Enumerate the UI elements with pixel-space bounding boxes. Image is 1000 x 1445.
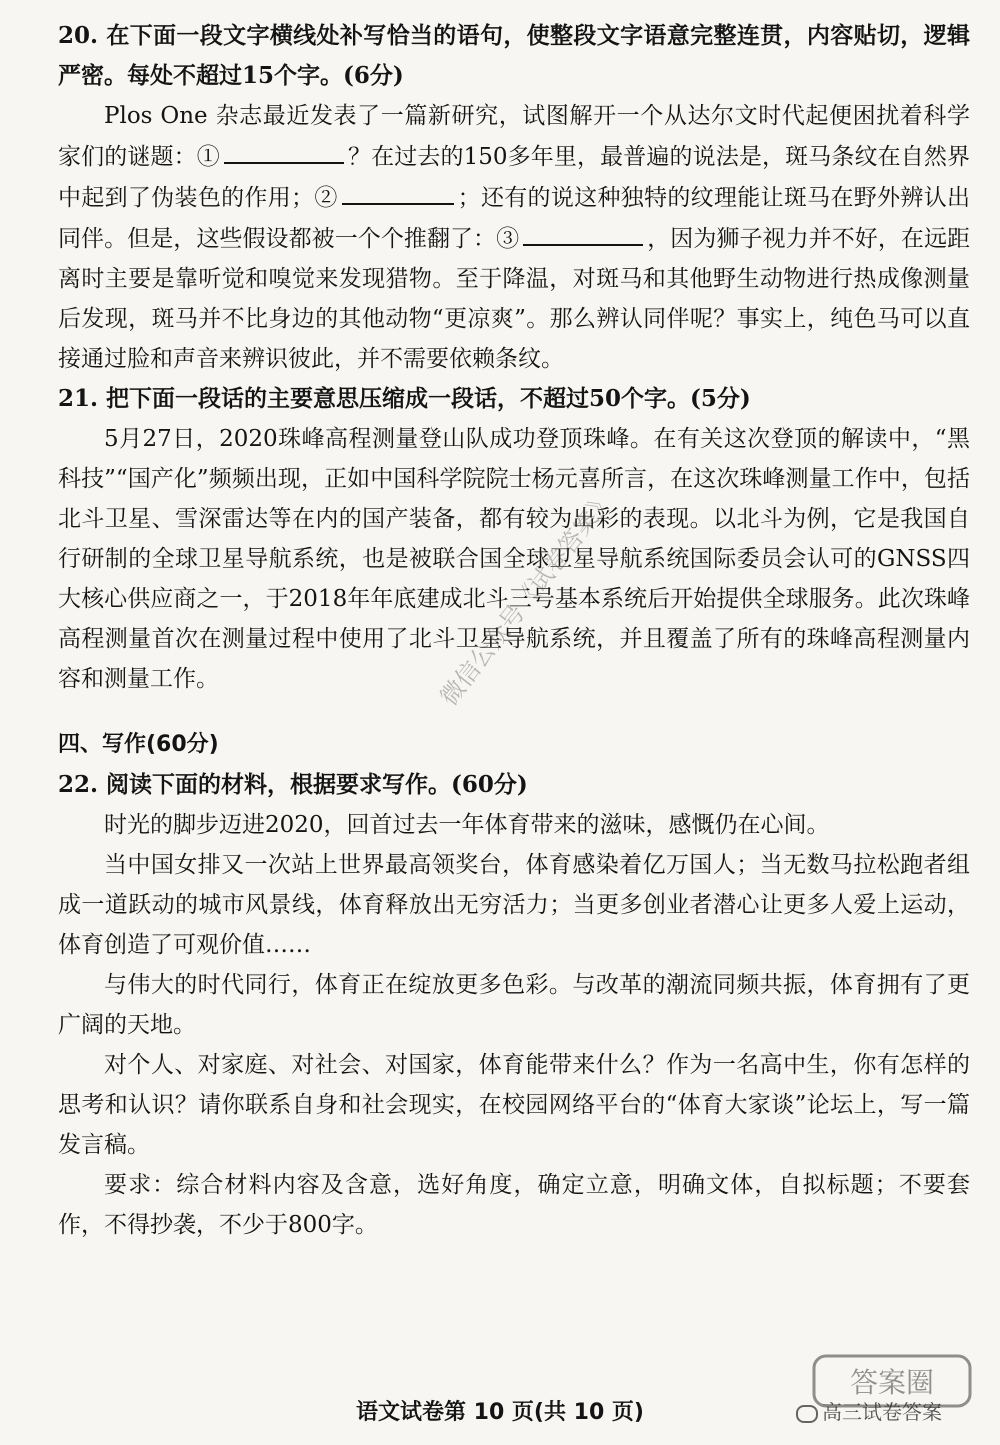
- passage-20-segment-4: ，因为狮子视力并不好，在远距离时主要是靠听觉和嗅觉来发现猎物。至于降温，对斑马和其他野生动物进行热成像测量后发现，斑马并不比身边的其他动物“更凉爽”。那么辨认同伴呢？事实上，纯色马可以直接通过脸和声音来辨识彼此，并不需要依赖条纹。: [58, 226, 971, 372]
- question-22-paragraph-4: 对个人、对家庭、对社会、对国家，体育能带来什么？作为一名高中生，你有怎样的思考和认识？请你联系自身和社会现实，在校园网络平台的“体育大家谈”论坛上，写一篇发言稿。: [58, 1052, 970, 1158]
- section-4-title: 四、写作(60分): [58, 732, 219, 757]
- svg-text:答案圈: 答案圈: [849, 1366, 935, 1399]
- question-22-paragraph-3: 与伟大的时代同行，体育正在绽放更多色彩。与改革的潮流同频共振，体育拥有了更广阔的天地。: [58, 972, 970, 1038]
- question-22-requirements: 要求：综合材料内容及含意，选好角度，确定立意，明确文体，自拟标题；不要套作，不得抄袭，不少于800字。: [58, 1172, 970, 1238]
- question-20-passage: [58, 96, 970, 379]
- question-20-prompt: 20. 在下面一段文字横线处补写恰当的语句，使整段文字语意完整连贯，内容贴切，逻辑严密。每处不超过15个字。(6分): [58, 22, 970, 89]
- answer-blank-3[interactable]: [523, 218, 643, 246]
- answer-blank-1[interactable]: [224, 136, 344, 164]
- question-22-paragraph-2: 当中国女排又一次站上世界最高领奖台，体育感染着亿万国人；当无数马拉松跑者组成一道跃动的城市风景线，体育释放出无穷活力；当更多创业者潜心让更多人爱上运动，体育创造了可观价值……: [58, 852, 970, 958]
- answer-blank-2[interactable]: [342, 177, 454, 205]
- passage-20-segment-1: Plos One 杂志最近发表了一篇新研究，试图解开一个从达尔文时代起便困扰着科学家们的谜题：①: [58, 103, 970, 170]
- section-gap: [58, 699, 970, 725]
- diagonal-watermark: 微信公众号《试卷答案》: [434, 485, 620, 711]
- question-22-prompt: 22. 阅读下面的材料，根据要求写作。(60分): [58, 771, 528, 798]
- corner-watermark-text: 高三试卷答案: [822, 1400, 942, 1424]
- question-22-paragraph-1: 时光的脚步迈进2020，回首过去一年体育带来的滋味，感慨仍在心间。: [104, 812, 830, 838]
- passage-20-segment-2: ？在过去的150多年里，最普遍的说法是，斑马条纹在自然界中起到了伪装色的作用；②: [58, 144, 971, 211]
- page-footer: 语文试卷第 10 页(共 10 页): [356, 1400, 644, 1425]
- question-21-prompt: 21. 把下面一段话的主要意思压缩成一段话，不超过50个字。(5分): [58, 385, 751, 412]
- question-21-passage: 5月27日，2020珠峰高程测量登山队成功登顶珠峰。在有关这次登顶的解读中，“黑科技”“国产化”频频出现，正如中国科学院院士杨元喜所言，在这次珠峰测量工作中，包括北斗卫星、雪深雷达等在内的国产装备，都有较为出彩的表现。以北斗为例，它是我国自行研制的全球卫星导航系统，也是被联合国全球卫星导航系统国际委员会认可的GNSS四大核心供应商之一，于2018年年底建成北斗三号基本系统后开始提供全球服务。此次珠峰高程测量首次在测量过程中使用了北斗卫星导航系统，并且覆盖了所有的珠峰高程测量内容和测量工作。: [58, 426, 970, 692]
- passage-20-segment-3: ；还有的说这种独特的纹理能让斑马在野外辨认出同伴。但是，这些假设都被一个个推翻了：③: [58, 185, 971, 252]
